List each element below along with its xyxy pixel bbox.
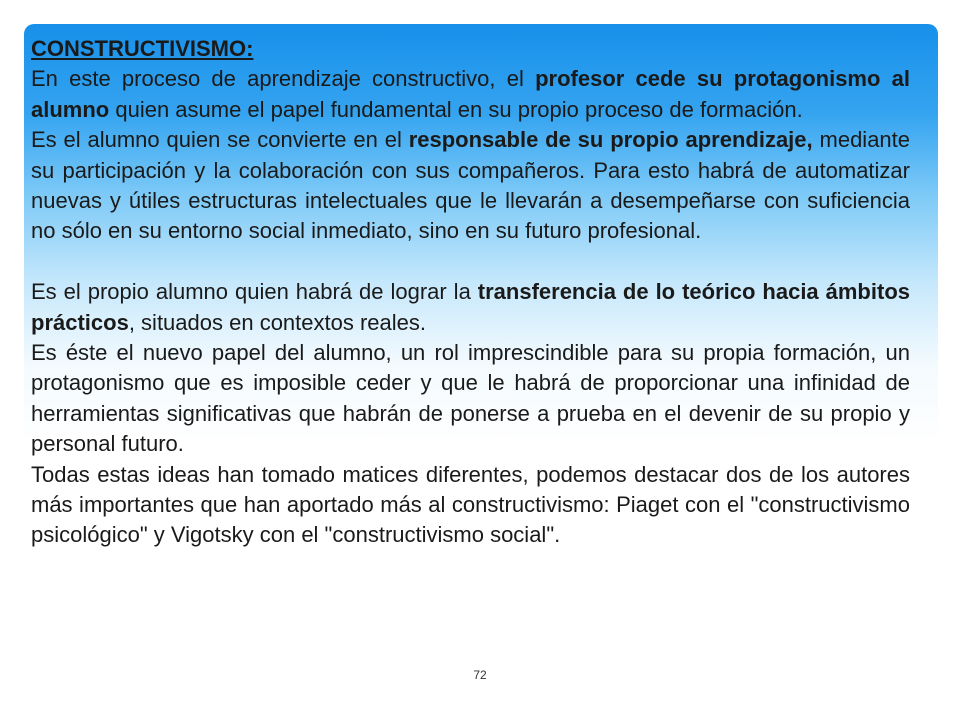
paragraph-1-bold: profesor cede su protagonismo al alumno [31, 66, 910, 122]
paragraph-4: Es éste el nuevo papel del alumno, un rol imprescindible para su propia formación, un protagonismo que es imposible ceder y que le habrá de proporcionar una infinidad de herramientas significativas que habrán de ponerse a prueba en el devenir de su propio y personal futuro. [31, 340, 910, 457]
paragraph-3-bold: transferencia de lo teórico hacia ámbitos prácticos [31, 279, 910, 335]
paragraph-2 [31, 125, 910, 247]
paragraph-2-text-a: Es el alumno quien se convierte en el [31, 127, 409, 153]
paragraph-3-text-a: Es el propio alumno quien habrá de lograr la [31, 279, 478, 305]
paragraph-3 [31, 277, 910, 338]
paragraph-5: Todas estas ideas han tomado matices diferentes, podemos destacar dos de los autores más importantes que han aportado más al constructivismo: Piaget con el "constructivismo psicológico" y Vigotsky con el "constructivismo social". [31, 461, 910, 548]
slide-content [31, 34, 910, 551]
page-number: 72 [473, 668, 487, 682]
paragraph-2-bold: responsable de su propio aprendizaje, [408, 127, 813, 153]
slide-heading: CONSTRUCTIVISMO: [31, 36, 254, 61]
paragraph-1-text-c: quien asume el papel fundamental en su propio proceso de formación. [109, 96, 803, 122]
paragraph-2-text-c: mediante su participación y la colaboración con sus compañeros. Para esto habrá de automatizar nuevas y útiles estructuras intelectuales que le llevarán a desempeñarse con suficiencia no sólo en su entorno social inmediato, sino en su futuro profesional. [31, 127, 911, 244]
paragraph-spacer [31, 247, 910, 277]
paragraph-1 [31, 64, 910, 125]
paragraph-3-text-c: , situados en contextos reales. [128, 309, 426, 335]
paragraph-1-text-a: En este proceso de aprendizaje constructivo, el [31, 66, 536, 92]
